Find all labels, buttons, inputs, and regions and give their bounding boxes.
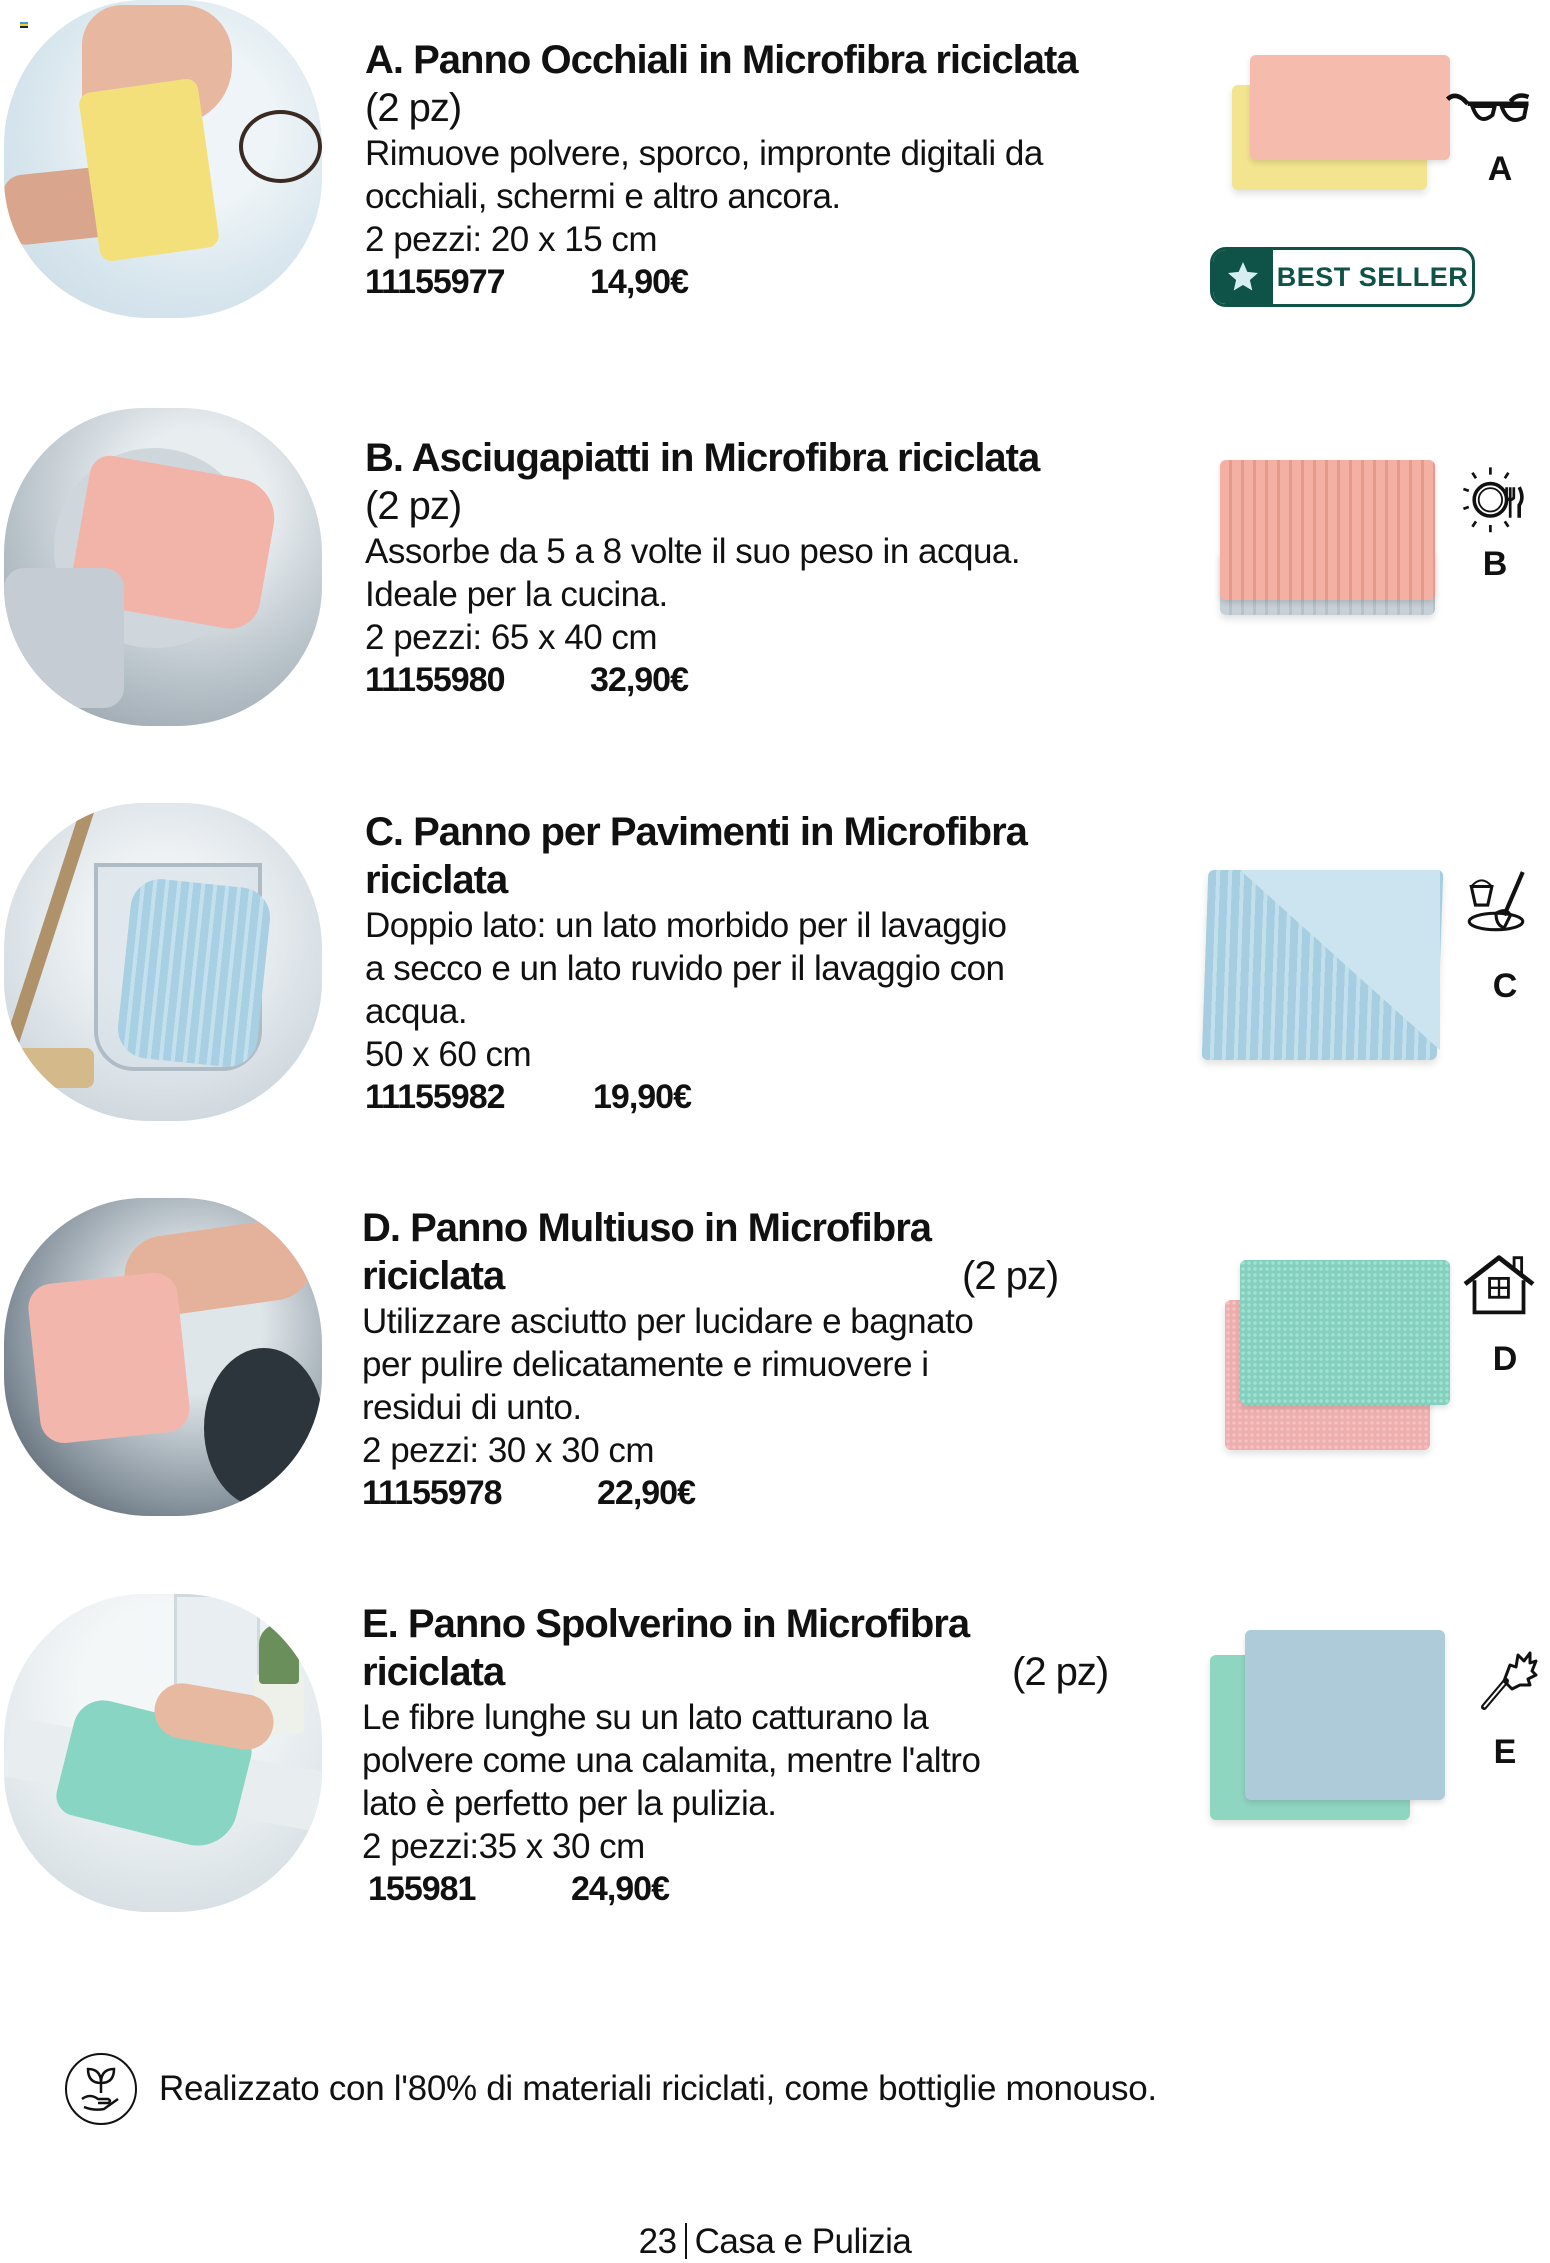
product-name: E. Panno Spolverino in Microfibra riciclata [362, 1602, 970, 1694]
product-size: 2 pezzi:35 x 30 cm [362, 1827, 645, 1866]
product-code: 155981 [368, 1870, 476, 1908]
page-footer [0, 2222, 1550, 2262]
product-title [365, 434, 1165, 530]
product-price-line [362, 1472, 1162, 1514]
product-price: 32,90€ [590, 661, 688, 699]
description-line: Assorbe da 5 a 8 volte il suo peso in acqua. [365, 532, 1021, 571]
product-price-line [365, 659, 1165, 701]
description-line: Doppio lato: un lato morbido per il lavaggio [365, 906, 1007, 945]
product-price: 19,90€ [593, 1078, 691, 1116]
product-description [362, 1300, 1162, 1429]
section-name: Casa e Pulizia [694, 2222, 912, 2261]
product-text-c [365, 808, 1165, 1118]
product-photo-b [4, 408, 322, 726]
product-price: 14,90€ [590, 263, 688, 301]
star-icon [1225, 259, 1261, 295]
product-description [365, 904, 1165, 1033]
recycled-note-text: Realizzato con l'80% di materiali riciclati, come bottiglie monouso. [159, 2069, 1157, 2108]
product-letter-d: D [1492, 1340, 1518, 1378]
description-line: a secco e un lato ruvido per il lavaggio con [365, 949, 1005, 988]
feather-duster-icon [1478, 1645, 1538, 1715]
product-code: 11155977 [365, 263, 505, 301]
product-title [365, 808, 1165, 904]
product-image-b [1215, 455, 1465, 655]
description-line: Utilizzare asciutto per lucidare e bagnato [362, 1302, 974, 1341]
glasses-icon [1443, 88, 1533, 133]
product-price-line [362, 1868, 1162, 1910]
product-photo-e [4, 1594, 322, 1912]
product-text-e [362, 1600, 1162, 1910]
product-letter-c: C [1492, 967, 1518, 1005]
description-line: per pulire delicatamente e rimuovere i [362, 1345, 929, 1384]
product-quantity: (2 pz) [365, 86, 462, 130]
plant-in-hand-glyph [78, 2063, 124, 2115]
product-letter-e: E [1493, 1733, 1517, 1771]
description-line: residui di unto. [362, 1388, 582, 1427]
product-description [365, 530, 1165, 616]
product-name: D. Panno Multiuso in Microfibra riciclata [362, 1206, 931, 1298]
product-image-d [1215, 1255, 1465, 1455]
product-name: B. Asciugapiatti in Microfibra riciclata [365, 436, 1040, 480]
product-description [365, 132, 1165, 218]
recycled-materials-note [65, 2053, 1157, 2125]
product-quantity: (2 pz) [1012, 1650, 1109, 1694]
product-letter-a: A [1487, 150, 1513, 188]
product-description [362, 1696, 1162, 1825]
product-letter-b: B [1482, 545, 1508, 583]
product-price: 24,90€ [571, 1870, 669, 1908]
product-name: A. Panno Occhiali in Microfibra riciclata [365, 38, 1078, 82]
description-line: Ideale per la cucina. [365, 575, 668, 614]
plant-in-hand-icon [65, 2053, 137, 2125]
product-size: 50 x 60 cm [365, 1035, 532, 1074]
product-photo-a [4, 0, 322, 318]
description-line: Rimuove polvere, sporco, impronte digitali da [365, 134, 1043, 173]
product-text-a [365, 36, 1165, 303]
description-line: acqua. [365, 992, 468, 1031]
product-image-c [1200, 860, 1450, 1060]
product-price-line [365, 261, 1165, 303]
description-line: Le fibre lunghe su un lato catturano la [362, 1698, 929, 1737]
footer-divider [685, 2223, 687, 2259]
product-title [365, 36, 1165, 132]
plate-cutlery-icon [1458, 462, 1530, 534]
product-title [362, 1204, 1162, 1300]
print-color-marker [20, 22, 28, 28]
mop-bucket-icon [1465, 868, 1527, 940]
product-title [362, 1600, 1162, 1696]
page-number: 23 [638, 2222, 677, 2261]
product-size: 2 pezzi: 30 x 30 cm [362, 1431, 655, 1470]
product-code: 11155978 [362, 1474, 502, 1512]
product-name: C. Panno per Pavimenti in Microfibra riciclata [365, 810, 1027, 902]
product-price-line [365, 1076, 1165, 1118]
product-image-e [1205, 1625, 1455, 1825]
house-icon [1460, 1252, 1538, 1318]
description-line: polvere come una calamita, mentre l'altro [362, 1741, 981, 1780]
best-seller-badge [1210, 247, 1475, 307]
product-photo-c [4, 803, 322, 1121]
product-text-d [362, 1204, 1162, 1514]
badge-star-box [1213, 250, 1273, 304]
product-quantity: (2 pz) [365, 484, 462, 528]
description-line: lato è perfetto per la pulizia. [362, 1784, 777, 1823]
product-image-a [1220, 50, 1470, 250]
product-photo-d [4, 1198, 322, 1516]
product-code: 11155980 [365, 661, 505, 699]
product-code: 11155982 [365, 1078, 505, 1116]
description-line: occhiali, schermi e altro ancora. [365, 177, 841, 216]
product-quantity: (2 pz) [962, 1254, 1059, 1298]
product-price: 22,90€ [597, 1474, 695, 1512]
product-text-b [365, 434, 1165, 701]
product-size: 2 pezzi: 20 x 15 cm [365, 220, 658, 259]
product-size: 2 pezzi: 65 x 40 cm [365, 618, 658, 657]
badge-label: BEST SELLER [1276, 261, 1469, 292]
